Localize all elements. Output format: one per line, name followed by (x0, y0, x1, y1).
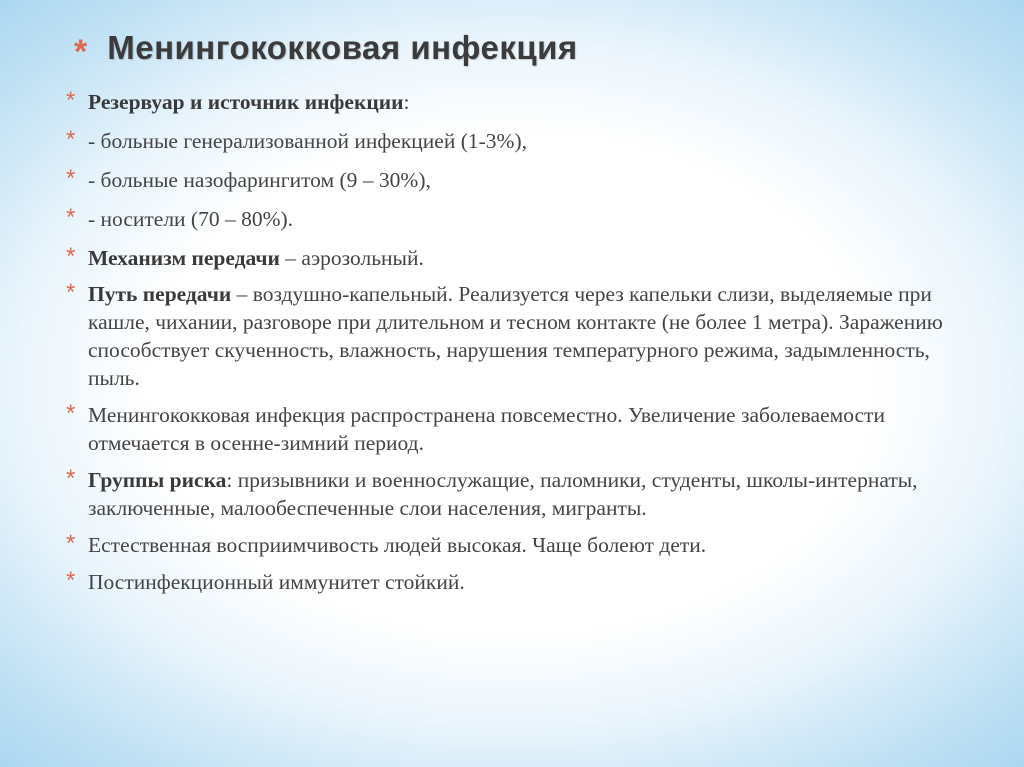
list-item (66, 88, 966, 116)
item-text: - носители (70 – 80%). (88, 207, 294, 231)
list-item (66, 401, 966, 457)
bullet-icon: * (66, 165, 76, 192)
list-item (66, 127, 966, 155)
item-text: Менингококковая инфекция распространена повсеместно. Увеличение заболеваемости отмечается в осенне-зимний период. (88, 403, 885, 455)
item-text: – аэрозольный. (279, 246, 424, 270)
item-text: : (403, 90, 410, 114)
item-text: : призывники и военнослужащие, паломники, студенты, школы-интернаты, заключенные, малообеспеченные слои населения, мигранты. (88, 468, 918, 520)
list-item (66, 568, 966, 596)
bullet-icon: * (66, 126, 76, 153)
list-item (66, 166, 966, 194)
item-text: - больные назофарингитом (9 – 30%), (88, 168, 431, 192)
list-item (66, 244, 966, 272)
bullet-icon: * (66, 530, 76, 557)
bullet-icon: * (66, 567, 76, 594)
title-row (74, 22, 578, 74)
item-text: – воздушно-капельный. Реализуется через капельки слизи, выделяемые при кашле, чихании, разговоре при длительном и тесном контакте (не более 1 метра). Заражению способствует скученность, влажность, нарушения температурного режима, задымленность, пыль. (88, 282, 943, 390)
item-text: - больные генерализованной инфекцией (1-3%), (88, 129, 527, 153)
title-bullet-icon: * (74, 32, 88, 71)
item-bold-text: Механизм передачи (88, 246, 280, 270)
bullet-icon: * (66, 204, 76, 231)
list-item (66, 280, 966, 392)
bullet-icon: * (66, 279, 76, 306)
item-bold-text: Группы риска (88, 468, 227, 492)
bullet-icon: * (66, 243, 76, 270)
item-bold-text: Резервуар и источник инфекции (88, 90, 404, 114)
item-text: Постинфекционный иммунитет стойкий. (88, 570, 465, 594)
item-bold-text: Путь передачи (88, 282, 232, 306)
bullet-icon: * (66, 400, 76, 427)
bullet-list (66, 88, 966, 596)
list-item (66, 205, 966, 233)
bullet-icon: * (66, 465, 76, 492)
slide-title: Менингококковая инфекция (107, 29, 578, 66)
item-text: Естественная восприимчивость людей высокая. Чаще болеют дети. (88, 533, 707, 557)
list-item (66, 531, 966, 559)
bullet-icon: * (66, 87, 76, 114)
list-item (66, 466, 966, 522)
